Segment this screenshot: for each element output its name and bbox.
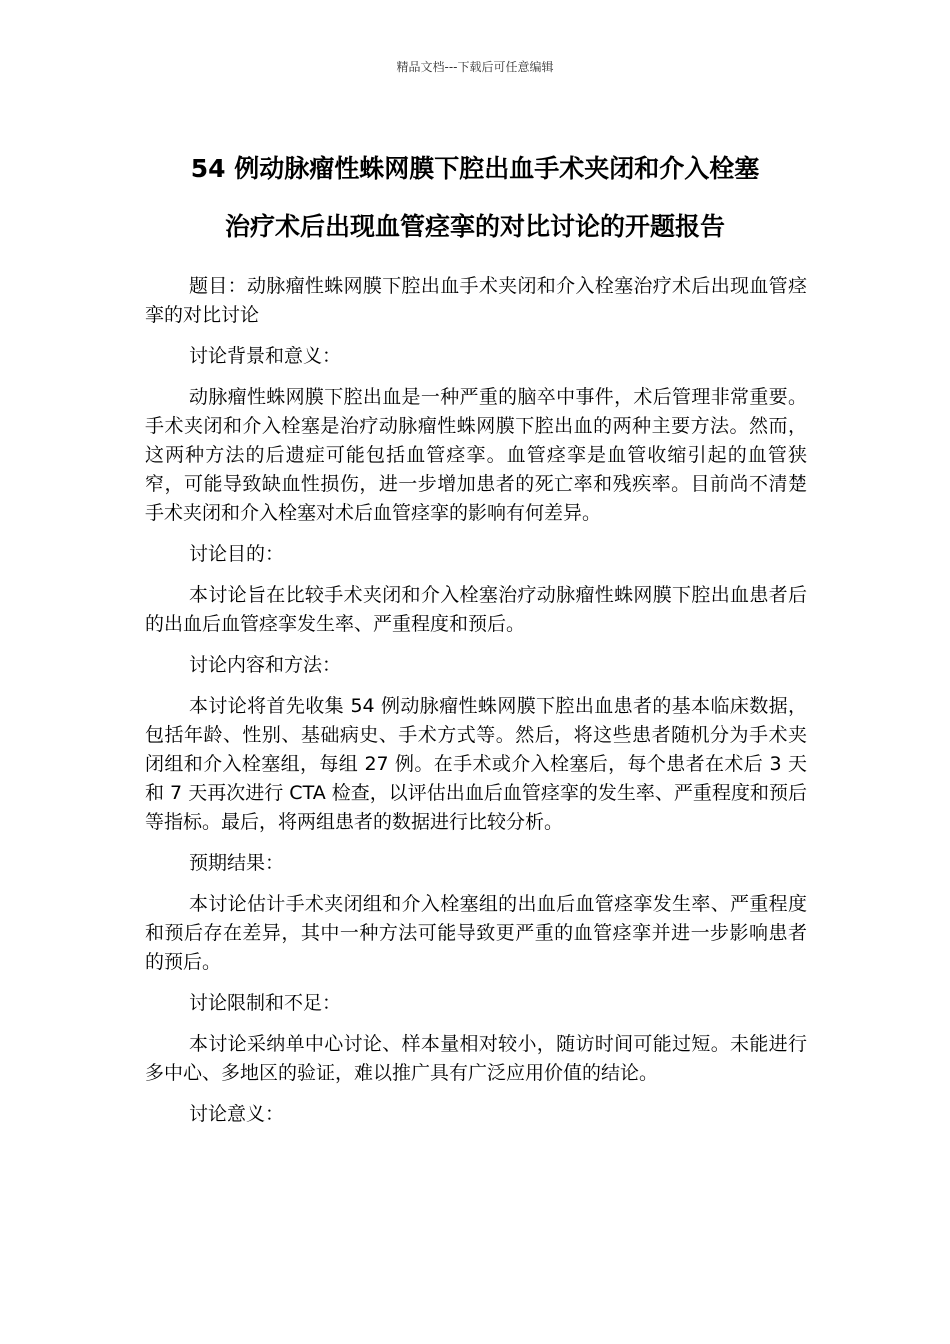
topic-paragraph: 题目：动脉瘤性蛛网膜下腔出血手术夹闭和介入栓塞治疗术后出现血管痉挛的对比讨论 [145, 275, 807, 326]
section-heading-methods: 讨论内容和方法： [189, 654, 342, 676]
document-title [120, 140, 830, 256]
title-line-2: 治疗术后出现血管痉挛的对比讨论的开题报告 [224, 212, 725, 241]
methods-paragraph: 本讨论将首先收集 54 例动脉瘤性蛛网膜下腔出血患者的基本临床数据，包括年龄、性别、基础病史、手术方式等。然后，将这些患者随机分为手术夹闭组和介入栓塞组，每组 27 例。在手术或介入栓塞后，每个患者在术后 3 天和 7 天再次进行 CTA 检查，以评估出血后血管痉挛的发生率、严重程度和预后等指标。最后，将两组患者的数据进行比较分析。 [145, 695, 807, 833]
section-heading-expected-results: 预期结果： [189, 852, 285, 874]
expected-results-paragraph: 本讨论估计手术夹闭组和介入栓塞组的出血后血管痉挛发生率、严重程度和预后存在差异，其中一种方法可能导致更严重的血管痉挛并进一步影响患者的预后。 [145, 893, 807, 973]
section-heading-purpose: 讨论目的： [189, 543, 285, 565]
section-heading-limitations: 讨论限制和不足： [189, 992, 342, 1014]
section-heading-background: 讨论背景和意义： [189, 345, 342, 367]
header-note: 精品文档---下载后可任意编辑 [396, 60, 554, 74]
limitations-paragraph: 本讨论采纳单中心讨论、样本量相对较小，随访时间可能过短。未能进行多中心、多地区的验证，难以推广具有广泛应用价值的结论。 [145, 1033, 807, 1084]
section-heading-significance: 讨论意义： [189, 1103, 285, 1125]
background-paragraph: 动脉瘤性蛛网膜下腔出血是一种严重的脑卒中事件，术后管理非常重要。手术夹闭和介入栓塞是治疗动脉瘤性蛛网膜下腔出血的两种主要方法。然而，这两种方法的后遗症可能包括血管痉挛。血管痉挛是血管收缩引起的血管狭窄，可能导致缺血性损伤，进一步增加患者的死亡率和残疾率。目前尚不清楚手术夹闭和介入栓塞对术后血管痉挛的影响有何差异。 [145, 386, 807, 524]
purpose-paragraph: 本讨论旨在比较手术夹闭和介入栓塞治疗动脉瘤性蛛网膜下腔出血患者后的出血后血管痉挛发生率、严重程度和预后。 [145, 584, 807, 635]
document-body [145, 272, 807, 1141]
title-line-1: 54 例动脉瘤性蛛网膜下腔出血手术夹闭和介入栓塞 [190, 154, 760, 183]
